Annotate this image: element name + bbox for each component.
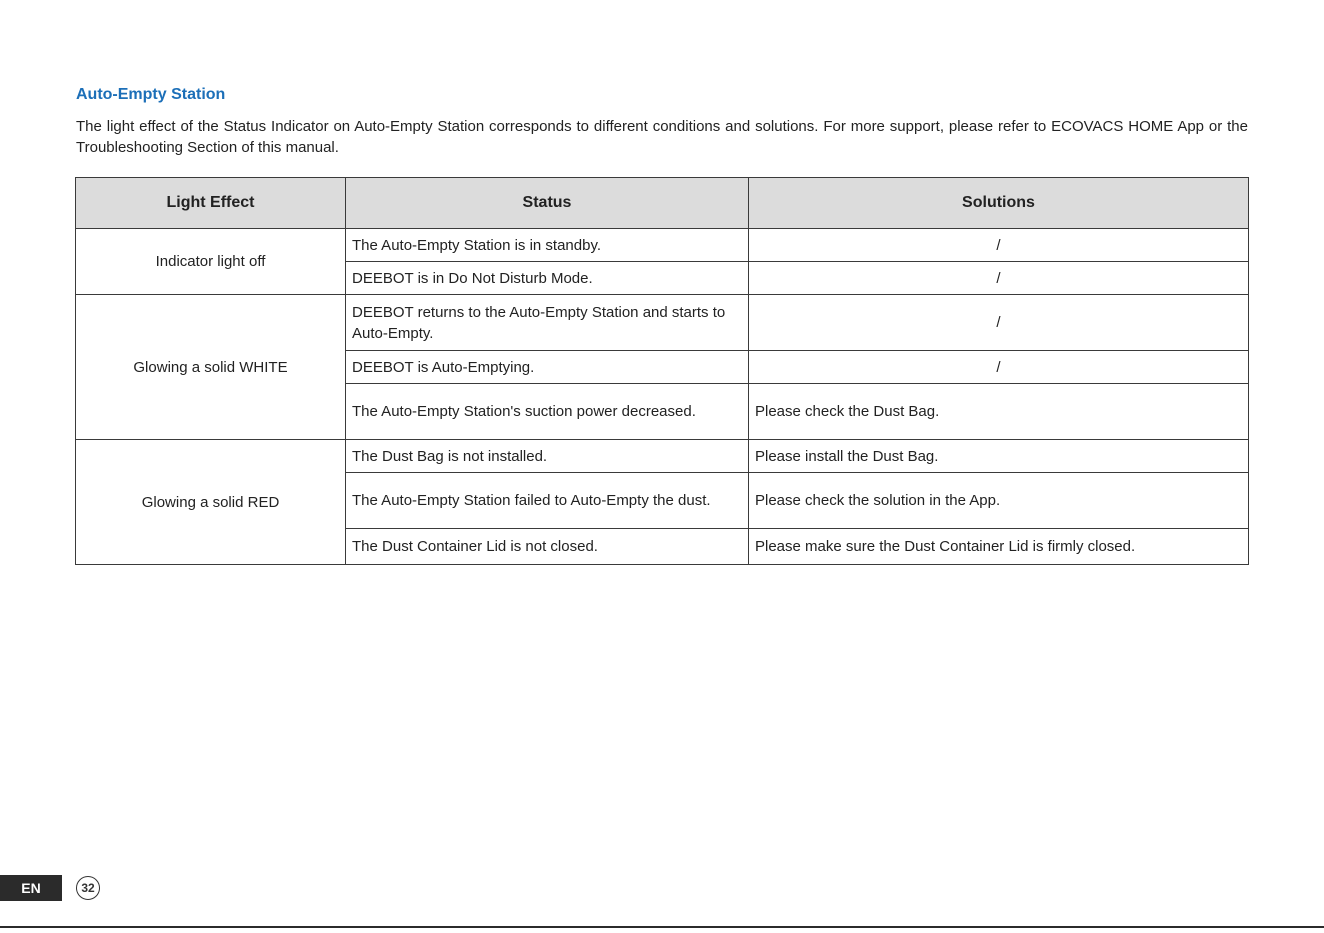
header-solutions: Solutions — [749, 178, 1249, 229]
table-header-row — [76, 178, 1249, 229]
status-cell: The Auto-Empty Station's suction power decreased. — [346, 384, 749, 440]
intro-paragraph: The light effect of the Status Indicator on Auto-Empty Station corresponds to different conditions and solutions. For more support, please refer to ECOVACS HOME App or the Troubleshooting Section of this manual. — [76, 118, 1248, 156]
status-cell: The Dust Container Lid is not closed. — [346, 529, 749, 565]
status-cell: DEEBOT is Auto-Emptying. — [346, 351, 749, 384]
solution-cell: / — [749, 295, 1249, 351]
status-cell: The Auto-Empty Station is in standby. — [346, 229, 749, 262]
section-title: Auto-Empty Station — [76, 86, 226, 103]
header-light-effect: Light Effect — [76, 178, 346, 229]
solution-cell: / — [749, 262, 1249, 295]
status-cell: The Dust Bag is not installed. — [346, 440, 749, 473]
light-effect-cell: Indicator light off — [76, 229, 346, 295]
table-row — [76, 229, 1249, 262]
bottom-divider — [0, 926, 1324, 928]
table-row — [76, 295, 1249, 351]
solution-cell: Please install the Dust Bag. — [749, 440, 1249, 473]
light-effect-cell: Glowing a solid RED — [76, 440, 346, 565]
language-tab: EN — [0, 875, 62, 901]
header-status: Status — [346, 178, 749, 229]
solution-cell: / — [749, 229, 1249, 262]
status-cell: DEEBOT is in Do Not Disturb Mode. — [346, 262, 749, 295]
status-table — [75, 177, 1249, 565]
page-number-badge: 32 — [76, 876, 100, 900]
solution-cell: Please make sure the Dust Container Lid is firmly closed. — [749, 529, 1249, 565]
solution-cell: Please check the Dust Bag. — [749, 384, 1249, 440]
status-cell: The Auto-Empty Station failed to Auto-Empty the dust. — [346, 473, 749, 529]
solution-cell: / — [749, 351, 1249, 384]
light-effect-cell: Glowing a solid WHITE — [76, 295, 346, 440]
solution-cell: Please check the solution in the App. — [749, 473, 1249, 529]
table-row — [76, 440, 1249, 473]
status-cell: DEEBOT returns to the Auto-Empty Station and starts to Auto-Empty. — [346, 295, 749, 351]
